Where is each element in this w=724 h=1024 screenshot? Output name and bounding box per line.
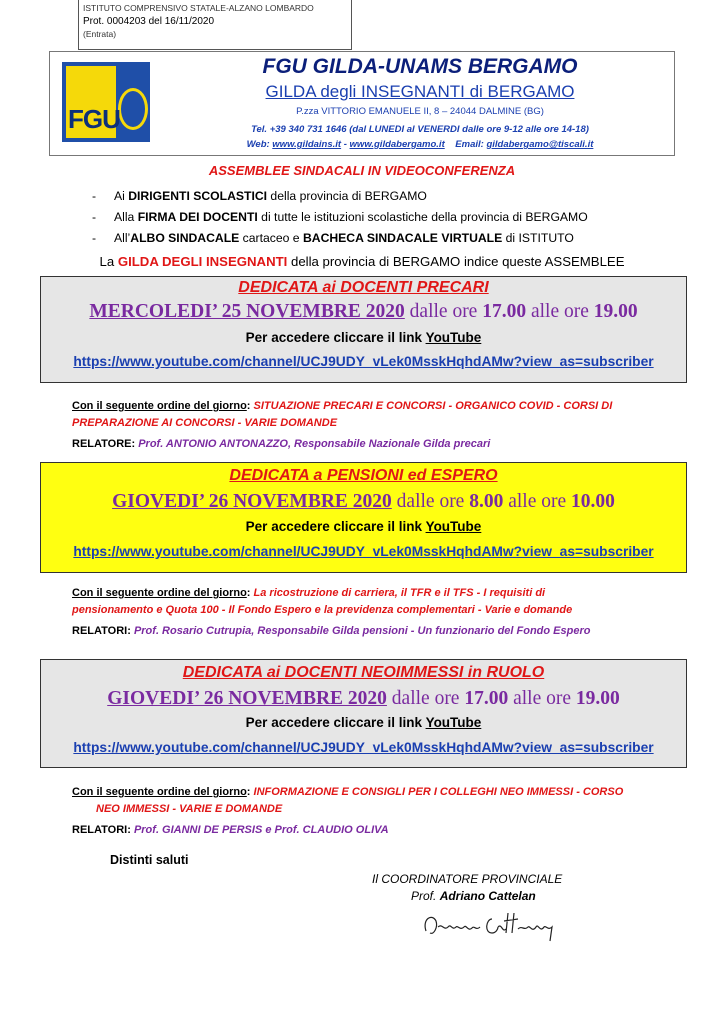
meeting-box-precari (40, 276, 687, 383)
meeting-date: GIOVEDI’ 26 NOVEMBRE 2020 dalle ore 8.00 alle ore 10.00 (112, 491, 615, 512)
coordinator-role: Il COORDINATORE PROVINCIALE (372, 872, 563, 886)
youtube-link-label[interactable]: YouTube (425, 715, 482, 730)
meeting-title: DEDICATA ai DOCENTI PRECARI (238, 279, 489, 296)
stamp-entry: (Entrata) (83, 29, 117, 39)
closing-greeting: Distinti saluti (110, 853, 189, 867)
protocol-stamp (78, 0, 352, 50)
meeting-access-text: Per accedere cliccare il link YouTube (245, 519, 482, 534)
meeting-title: DEDICATA ai DOCENTI NEOIMMESSI in RUOLO (182, 664, 545, 681)
coordinator-name: Prof. Adriano Cattelan (411, 889, 536, 903)
indice-line: La GILDA DEGLI INSEGNANTI della provincia di BERGAMO indice queste ASSEMBLEE (99, 254, 625, 269)
web-label: Web: (246, 139, 270, 150)
meeting-url-link[interactable]: https://www.youtube.com/channel/UCJ9UDY_vLek0MsskHqhdAMw?view_as=subscriber (73, 740, 654, 755)
assemblee-title: ASSEMBLEE SINDACALI IN VIDEOCONFERENZA (208, 163, 516, 178)
meeting-access-text: Per accedere cliccare il link YouTube (245, 715, 482, 730)
meeting-url-link[interactable]: https://www.youtube.com/channel/UCJ9UDY_vLek0MsskHqhdAMw?view_as=subscriber (73, 544, 654, 559)
speaker-pensioni: RELATORI: Prof. Rosario Cutrupia, Responsabile Gilda pensioni - Un funzionario del Fondo Espero (72, 625, 591, 637)
meeting-date: MERCOLEDI’ 25 NOVEMBRE 2020 dalle ore 17.00 alle ore 19.00 (89, 301, 638, 322)
org-phone: Tel. +39 340 731 1646 (dal LUNEDI al VENERDI dalle ore 9-12 alle ore 14-18) (251, 124, 589, 135)
org-address: P.zza VITTORIO EMANUELE II, 8 – 24044 DALMINE (BG) (296, 106, 544, 117)
youtube-link-label[interactable]: YouTube (425, 519, 482, 534)
handwritten-signature (418, 905, 568, 945)
meeting-title: DEDICATA a PENSIONI ed ESPERO (229, 467, 498, 484)
org-subtitle: GILDA degli INSEGNANTI di BERGAMO (265, 82, 575, 101)
agenda-pensioni: Con il seguente ordine del giorno: La ricostruzione di carriera, il TFR e il TFS - I requisiti di pensionamento e Quota 100 - Il Fondo Espero e la previdenza complementari - Varie e domande (72, 587, 573, 616)
email-link[interactable]: gildabergamo@tiscali.it (486, 139, 594, 150)
youtube-link-label[interactable]: YouTube (425, 330, 482, 345)
stamp-school: ISTITUTO COMPRENSIVO STATALE-ALZANO LOMBARDO (83, 3, 314, 13)
meeting-access-text: Per accedere cliccare il link YouTube (245, 330, 482, 345)
fgu-logo (62, 62, 150, 142)
speaker-precari: RELATORE: Prof. ANTONIO ANTONAZZO, Responsabile Nazionale Gilda precari (72, 438, 491, 450)
speaker-neoimmessi: RELATORI: Prof. GIANNI DE PERSIS e Prof. CLAUDIO OLIVA (72, 824, 389, 836)
agenda-neoimmessi: Con il seguente ordine del giorno: INFORMAZIONE E CONSIGLI PER I COLLEGHI NEO IMMESSI - CORSO NEO IMMESSI - VARIE E DOMANDE (72, 786, 624, 815)
web-separator: - (341, 139, 350, 150)
meeting-box-pensioni (40, 462, 687, 573)
web-link-gildains[interactable]: www.gildains.it (272, 139, 342, 150)
org-web (170, 139, 670, 150)
web-link-gildabergamo[interactable]: www.gildabergamo.it (349, 139, 445, 150)
org-name: FGU GILDA-UNAMS BERGAMO (262, 55, 578, 78)
meeting-url-link[interactable]: https://www.youtube.com/channel/UCJ9UDY_vLek0MsskHqhdAMw?view_as=subscriber (73, 354, 654, 369)
stamp-protocol: Prot. 0004203 del 16/11/2020 (83, 16, 215, 27)
agenda-precari: Con il seguente ordine del giorno: SITUAZIONE PRECARI E CONCORSI - ORGANICO COVID - CORSI DI PREPARAZIONE AI CONCORSI - VARIE DOMANDE (72, 400, 613, 429)
logo-text: FGU (68, 104, 120, 134)
email-label: Email: (455, 139, 484, 150)
meeting-date: GIOVEDI’ 26 NOVEMBRE 2020 dalle ore 17.00 alle ore 19.00 (107, 688, 620, 709)
meeting-box-neoimmessi (40, 659, 687, 768)
